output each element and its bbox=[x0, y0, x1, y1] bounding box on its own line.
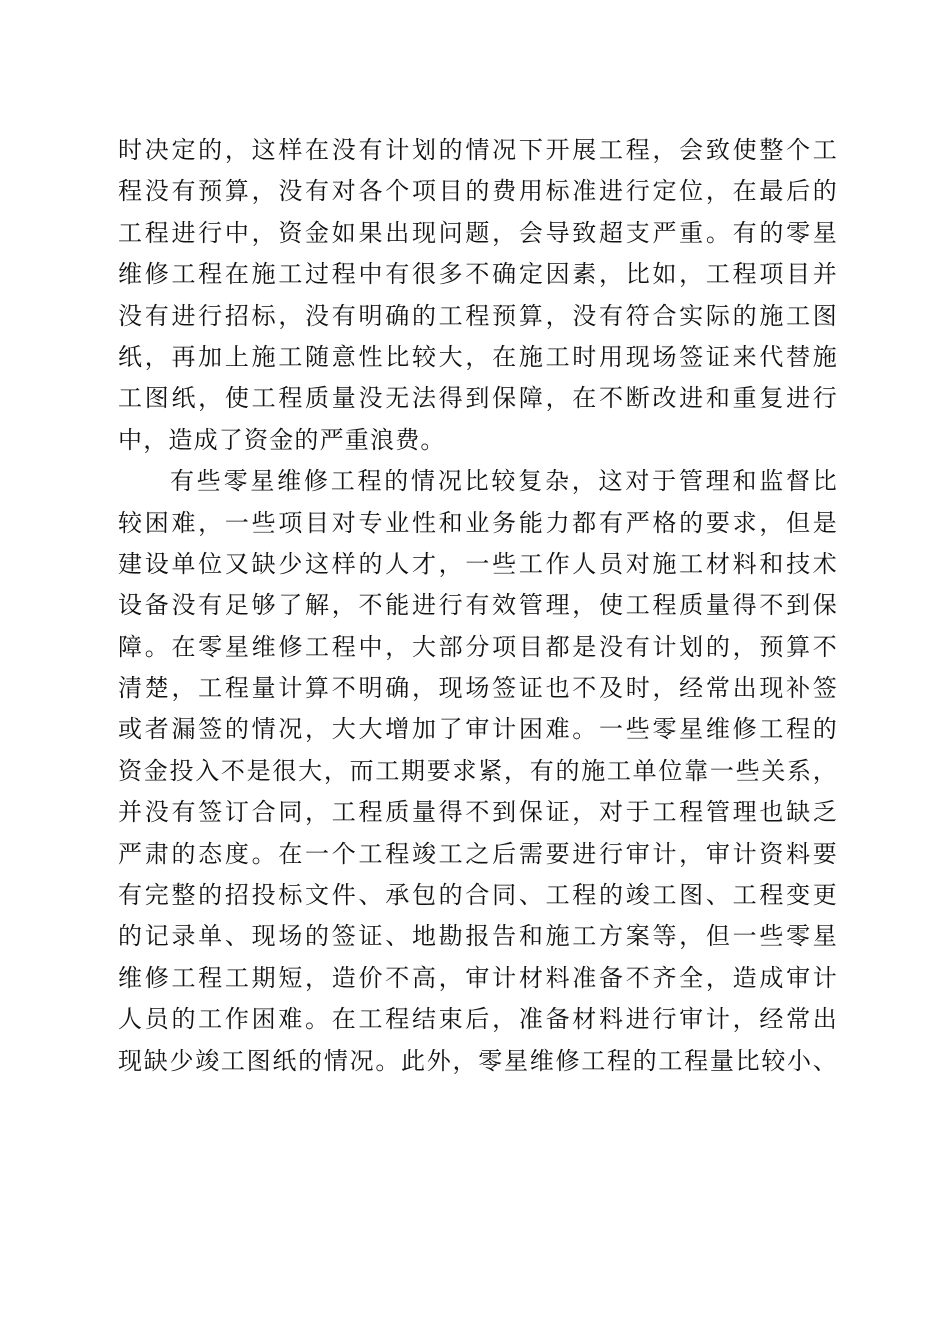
text-line: 资金投入不是很大，而工期要求紧，有的施工单位靠一些关系， bbox=[118, 756, 838, 785]
text-line: 没有进行招标，没有明确的工程预算，没有符合实际的施工图 bbox=[118, 301, 838, 330]
paragraph-2 bbox=[118, 461, 838, 1082]
text-line: 有完整的招投标文件、承包的合同、工程的竣工图、工程变更 bbox=[118, 881, 838, 910]
text-line: 工程进行中，资金如果出现问题，会导致超支严重。有的零星 bbox=[118, 218, 838, 247]
text-line: 纸，再加上施工随意性比较大，在施工时用现场签证来代替施 bbox=[118, 342, 838, 371]
text-line: 较困难，一些项目对专业性和业务能力都有严格的要求，但是 bbox=[118, 508, 838, 537]
text-line: 的记录单、现场的签证、地勘报告和施工方案等，但一些零星 bbox=[118, 922, 838, 951]
text-line: 人员的工作困难。在工程结束后，准备材料进行审计，经常出 bbox=[118, 1005, 838, 1034]
text-line: 时决定的，这样在没有计划的情况下开展工程，会致使整个工 bbox=[118, 136, 838, 164]
text-line: 有些零星维修工程的情况比较复杂，这对于管理和监督比 bbox=[170, 467, 838, 496]
text-line: 设备没有足够了解，不能进行有效管理，使工程质量得不到保 bbox=[118, 591, 838, 620]
text-line: 维修工程工期短，造价不高，审计材料准备不齐全，造成审计 bbox=[118, 963, 838, 992]
text-line: 中，造成了资金的严重浪费。 bbox=[118, 425, 446, 454]
text-line: 障。在零星维修工程中，大部分项目都是没有计划的，预算不 bbox=[118, 632, 838, 661]
text-line: 建设单位又缺少这样的人才，一些工作人员对施工材料和技术 bbox=[118, 549, 838, 578]
text-line: 现缺少竣工图纸的情况。此外，零星维修工程的工程量比较小、 bbox=[118, 1046, 838, 1075]
text-line: 工图纸，使工程质量没无法得到保障，在不断改进和重复进行 bbox=[118, 384, 838, 413]
document-body bbox=[118, 130, 838, 1082]
text-line: 并没有签订合同，工程质量得不到保证，对于工程管理也缺乏 bbox=[118, 798, 838, 827]
text-line: 清楚，工程量计算不明确，现场签证也不及时，经常出现补签 bbox=[118, 674, 838, 703]
text-line: 程没有预算，没有对各个项目的费用标准进行定位，在最后的 bbox=[118, 177, 838, 206]
paragraph-1 bbox=[118, 130, 838, 461]
text-line: 维修工程在施工过程中有很多不确定因素，比如，工程项目并 bbox=[118, 260, 838, 289]
text-line: 严肃的态度。在一个工程竣工之后需要进行审计，审计资料要 bbox=[118, 839, 838, 868]
text-line: 或者漏签的情况，大大增加了审计困难。一些零星维修工程的 bbox=[118, 715, 838, 744]
